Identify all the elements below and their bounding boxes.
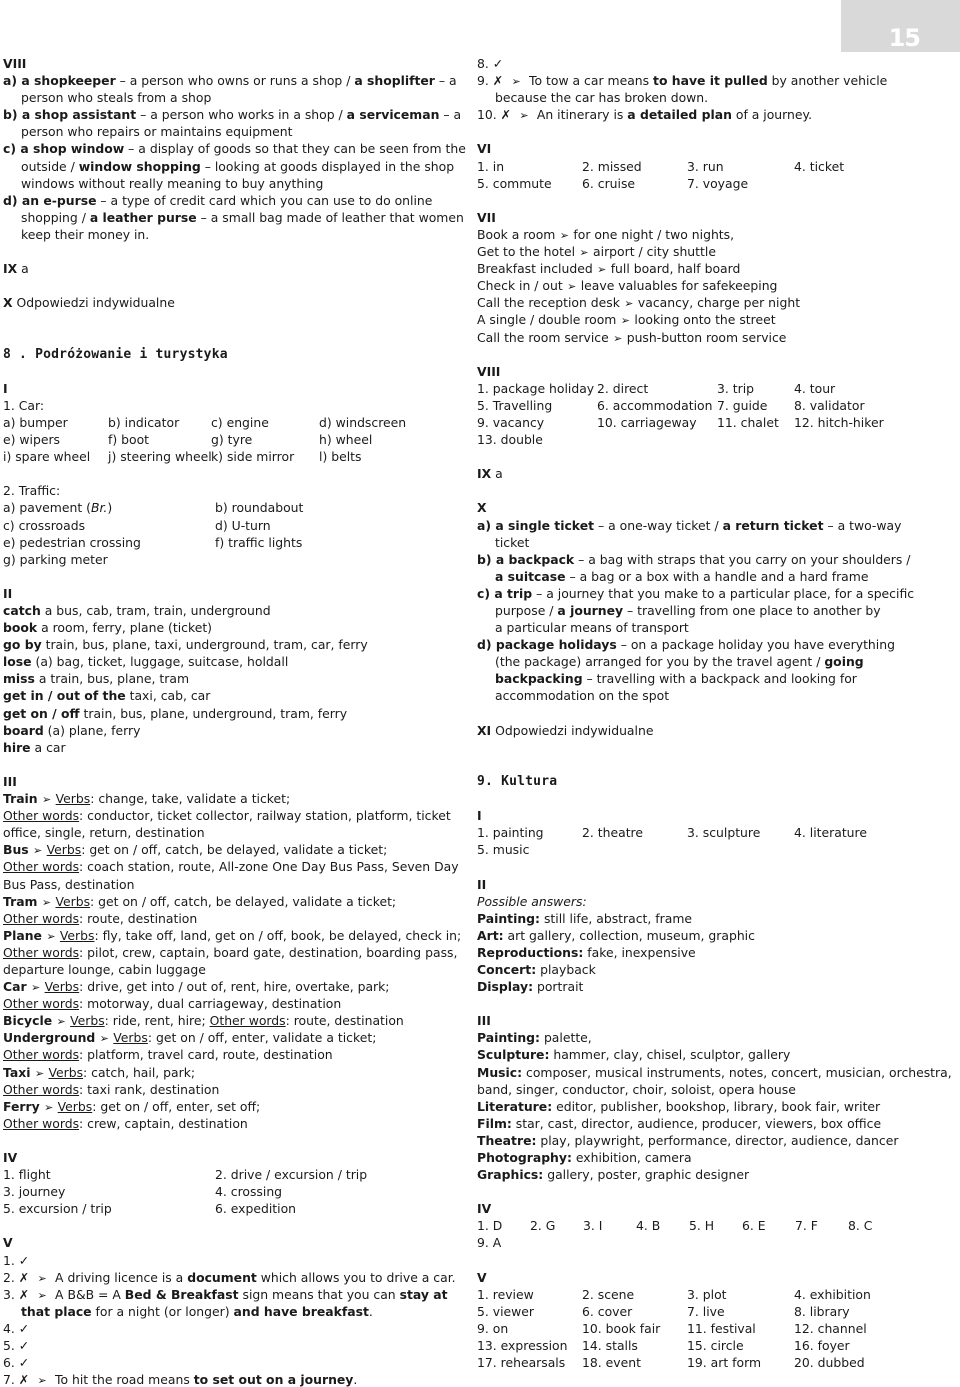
answer-item-cont: because the car has broken down. xyxy=(495,90,709,106)
list-item: e) wipers xyxy=(3,432,61,448)
definition-row: c) a trip – a journey that you make to a particular place, for a specific xyxy=(477,585,915,601)
definition-row: b) a backpack – a bag with straps that you carry on your shoulders / xyxy=(477,551,911,567)
transport-other: Other words: taxi rank, destination xyxy=(3,1081,220,1097)
arrow-icon: ➢ xyxy=(567,280,577,294)
section-heading: III xyxy=(3,773,17,789)
section-heading: IV xyxy=(3,1150,18,1165)
list-item: 1. review xyxy=(477,1286,534,1302)
arrow-icon: ➢ xyxy=(37,1271,47,1285)
list-label: 2. Traffic: xyxy=(3,483,61,499)
traffic-grid xyxy=(3,499,433,567)
definition-row-cont: a suitcase – a bag or a box with a handle and a hard frame xyxy=(495,568,869,584)
arrow-icon: ➢ xyxy=(33,844,43,858)
list-item: 17. rehearsals xyxy=(477,1355,566,1371)
definition-row-cont: a particular means of transport xyxy=(495,620,689,636)
right-column xyxy=(477,55,952,1371)
arrow-icon: ➢ xyxy=(624,297,634,311)
category-row: Painting: palette, xyxy=(477,1030,592,1046)
chapter-title: 8 . Podróżowanie i turystyka xyxy=(3,346,228,362)
list-item: 5. commute xyxy=(477,175,552,191)
section-heading: IX xyxy=(3,261,18,277)
intro-text: Possible answers: xyxy=(477,893,587,909)
match-row: Book a room ➢ for one night / two nights, xyxy=(477,226,917,243)
definition-row-cont: ticket xyxy=(495,534,530,550)
transport-other: Other words: motorway, dual carriageway, destination xyxy=(3,996,342,1012)
list-item: 4. exhibition xyxy=(794,1286,871,1302)
list-item: 19. art form xyxy=(687,1355,762,1371)
list-item: b) indicator xyxy=(108,414,180,430)
term: c) a shop window xyxy=(3,141,125,157)
list-item: l) belts xyxy=(319,449,362,465)
match-row: Check in / out ➢ leave valuables for safekeeping xyxy=(477,277,917,294)
answer-item: 9. ✗ ➢ To tow a car means to have it pulled by another vehicle xyxy=(477,72,917,89)
answer-item: 2. ✗ ➢ A driving licence is a document which allows you to drive a car. xyxy=(3,1269,433,1286)
list-item: 4. ticket xyxy=(794,158,845,174)
arrow-icon: ➢ xyxy=(34,1066,45,1080)
category-row-cont: band, singer, conductor, choir, soloist, opera house xyxy=(477,1081,796,1097)
list-item xyxy=(794,175,904,192)
arrow-icon: ➢ xyxy=(41,895,52,909)
definition: – a xyxy=(434,73,457,89)
definition: – a small bag made of leather that women xyxy=(196,209,464,225)
arrow-icon: ➢ xyxy=(559,228,569,242)
match-row: Breakfast included ➢ full board, half board xyxy=(477,260,917,277)
transport-other: Other words: route, destination xyxy=(3,910,198,926)
section-heading: VI xyxy=(477,141,492,157)
list-item: 2. direct xyxy=(597,380,649,396)
category-row: Literature: editor, publisher, bookshop, library, book fair, writer xyxy=(477,1098,881,1114)
list-item: 13. expression xyxy=(477,1338,568,1354)
arrow-icon: ➢ xyxy=(579,246,589,260)
list-item: 12. channel xyxy=(794,1320,867,1336)
answers-grid xyxy=(477,158,917,192)
list-item: 11. chalet xyxy=(717,414,779,430)
section-heading: VII xyxy=(477,209,496,225)
answer-item: 6. ✓ xyxy=(3,1355,30,1371)
list-item: 11. festival xyxy=(687,1320,756,1336)
section-heading: X xyxy=(3,295,13,311)
answer: Odpowiedzi indywidualne xyxy=(16,295,175,311)
definition: – a xyxy=(439,107,462,123)
answer-item: 5. ✓ xyxy=(3,1338,30,1354)
answer-item: 4. ✓ xyxy=(3,1320,30,1336)
answer-item: 8. ✓ xyxy=(477,56,504,71)
section-heading: I xyxy=(3,380,8,396)
arrow-icon: ➢ xyxy=(613,331,623,345)
category-row: Sculpture: hammer, clay, chisel, sculptor, gallery xyxy=(477,1047,791,1063)
arrow-icon: ➢ xyxy=(99,1032,109,1046)
transport-other-cont: office, single, return, destination xyxy=(3,825,205,841)
list-item: f) traffic lights xyxy=(215,534,303,550)
section-heading: IV xyxy=(477,1201,492,1217)
definition: person who steals from a shop xyxy=(21,90,212,106)
list-item: 8. C xyxy=(848,1218,873,1234)
transport-other-cont: departure lounge, cabin luggage xyxy=(3,961,206,977)
definition-row-cont: backpacking – travelling with a backpack and looking for xyxy=(495,671,857,687)
arrow-icon: ➢ xyxy=(30,981,41,995)
transport-verbs: Bus ➢ Verbs: get on / off, catch, be delayed, validate a ticket; xyxy=(3,841,433,858)
section-heading: II xyxy=(477,876,487,892)
list-item: 5. excursion / trip xyxy=(3,1201,112,1217)
collocation-row: go by train, bus, plane, taxi, underground, tram, car, ferry xyxy=(3,637,368,653)
list-item: j) steering wheel xyxy=(108,449,212,465)
answers-grid xyxy=(477,1286,917,1371)
definition: – a display of goods so that they can be seen from the xyxy=(124,141,466,157)
section-heading: X xyxy=(477,500,487,516)
list-item: 6. accommodation xyxy=(597,397,713,413)
match-row: Call the room service ➢ push-button room service xyxy=(477,329,917,346)
list-item: 1. in xyxy=(477,158,505,174)
definition: – a person who owns or runs a shop / xyxy=(115,73,355,89)
list-item: 8. library xyxy=(794,1303,850,1319)
list-item: e) pedestrian crossing xyxy=(3,534,141,550)
list-item: 7. guide xyxy=(717,397,768,413)
list-item: g) parking meter xyxy=(3,551,108,567)
category-row: Reproductions: fake, inexpensive xyxy=(477,944,696,960)
answers-grid xyxy=(477,1217,917,1251)
list-item: 12. hitch-hiker xyxy=(794,414,884,430)
list-item: 10. book fair xyxy=(582,1320,661,1336)
category-row: Concert: playback xyxy=(477,961,596,977)
category-row: Art: art gallery, collection, museum, graphic xyxy=(477,927,755,943)
list-item: 3. sculpture xyxy=(687,825,761,841)
section-heading: V xyxy=(477,1269,487,1285)
definition: – a type of credit card which you can use to do online xyxy=(96,192,433,208)
term: a leather purse xyxy=(89,209,197,225)
transport-other: Other words: pilot, crew, captain, board gate, destination, boarding pass, xyxy=(3,944,458,960)
transport-other-cont: Bus Pass, destination xyxy=(3,876,135,892)
list-item: 7. live xyxy=(687,1303,725,1319)
definition: person who repairs or maintains equipment xyxy=(21,124,293,140)
collocation-row: lose (a) bag, ticket, luggage, suitcase, holdall xyxy=(3,654,289,670)
list-item: c) engine xyxy=(211,414,269,430)
term: b) a shop assistant xyxy=(3,107,137,123)
answer-item: 1. ✓ xyxy=(3,1252,30,1268)
section-heading: II xyxy=(3,585,13,601)
transport-other: Other words: crew, captain, destination xyxy=(3,1115,248,1131)
list-item: f) boot xyxy=(108,432,150,448)
definition: shopping / xyxy=(21,209,90,225)
list-item: a) bumper xyxy=(3,414,68,430)
list-item: i) spare wheel xyxy=(3,449,91,465)
answer: a xyxy=(495,466,503,482)
list-item: 15. circle xyxy=(687,1338,744,1354)
page-number-tab xyxy=(841,0,960,52)
page-number: 15 xyxy=(888,24,920,52)
section-heading: I xyxy=(477,808,482,824)
list-item: 2. scene xyxy=(582,1286,635,1302)
list-item: h) wheel xyxy=(319,432,373,448)
list-item: 9. on xyxy=(477,1320,509,1336)
category-row: Graphics: gallery, poster, graphic designer xyxy=(477,1167,750,1183)
list-item: d) U-turn xyxy=(215,517,271,533)
transport-other: Other words: platform, travel card, route, destination xyxy=(3,1047,333,1063)
transport-verbs: Bicycle ➢ Verbs: ride, rent, hire; Other words: route, destination xyxy=(3,1012,433,1029)
list-item: 4. literature xyxy=(794,825,867,841)
car-parts-grid xyxy=(3,414,433,465)
category-row: Photography: exhibition, camera xyxy=(477,1150,692,1165)
answer-item: 10. ✗ ➢ An itinerary is a detailed plan of a journey. xyxy=(477,106,917,123)
list-item: 2. G xyxy=(530,1218,556,1234)
list-item: 6. cruise xyxy=(582,175,636,191)
transport-other: Other words: conductor, ticket collector, railway station, platform, ticket xyxy=(3,808,451,824)
term: a shoplifter xyxy=(354,73,435,89)
list-item: a) pavement (Br.) xyxy=(3,500,113,516)
answer: a xyxy=(21,261,29,277)
list-item: 13. double xyxy=(477,432,543,448)
answers-grid xyxy=(477,380,917,448)
transport-verbs: Train ➢ Verbs: change, take, validate a ticket; xyxy=(3,790,433,807)
chapter-title: 9. Kultura xyxy=(477,773,558,789)
answer-item-cont: that place for a night (or longer) and have breakfast. xyxy=(21,1303,373,1319)
list-item: 1. package holiday xyxy=(477,380,595,396)
arrow-icon: ➢ xyxy=(511,75,521,89)
list-item: 4. B xyxy=(636,1218,661,1234)
list-item: 10. carriageway xyxy=(597,414,697,430)
arrow-icon: ➢ xyxy=(597,263,607,277)
match-row: Call the reception desk ➢ vacancy, charge per night xyxy=(477,294,917,311)
list-item: 3. journey xyxy=(3,1184,66,1200)
list-item: 2. missed xyxy=(582,158,642,174)
definition: windows without really meaning to buy anything xyxy=(21,175,324,191)
term: a) a shopkeeper xyxy=(3,73,116,89)
definition: outside / xyxy=(21,158,79,174)
list-item: 3. trip xyxy=(717,380,755,396)
list-item: c) crossroads xyxy=(3,517,86,533)
arrow-icon: ➢ xyxy=(37,1374,47,1387)
list-item: 3. I xyxy=(583,1218,603,1234)
list-item: 1. flight xyxy=(3,1167,51,1183)
collocation-row: get in / out of the taxi, cab, car xyxy=(3,688,211,704)
section-heading: III xyxy=(477,1013,491,1029)
match-row: A single / double room ➢ looking onto the street xyxy=(477,311,917,328)
category-row: Display: portrait xyxy=(477,979,584,995)
list-item: 4. tour xyxy=(794,380,836,396)
arrow-icon: ➢ xyxy=(56,1015,66,1029)
list-item: 20. dubbed xyxy=(794,1355,865,1371)
collocation-row: get on / off train, bus, plane, underground, tram, ferry xyxy=(3,705,348,721)
list-item: 2. drive / excursion / trip xyxy=(215,1167,368,1183)
list-item: d) windscreen xyxy=(319,414,407,430)
term: window shopping xyxy=(78,158,201,174)
transport-verbs: Ferry ➢ Verbs: get on / off, enter, set off; xyxy=(3,1098,433,1115)
list-item: 5. viewer xyxy=(477,1303,535,1319)
definition: keep their money in. xyxy=(21,226,150,242)
list-item: 5. Travelling xyxy=(477,397,553,413)
list-item: k) side mirror xyxy=(211,449,295,465)
list-item: 6. E xyxy=(742,1218,766,1234)
list-item: 7. voyage xyxy=(687,175,749,191)
definition-row-cont: (the package) arranged for you by the travel agent / going xyxy=(495,654,864,670)
transport-verbs: Plane ➢ Verbs: fly, take off, land, get on / off, book, be delayed, check in; xyxy=(3,927,433,944)
transport-verbs: Car ➢ Verbs: drive, get into / out of, rent, hire, overtake, park; xyxy=(3,978,433,995)
arrow-icon: ➢ xyxy=(44,1100,54,1114)
transport-verbs: Underground ➢ Verbs: get on / off, enter, validate a ticket; xyxy=(3,1029,433,1046)
list-item: g) tyre xyxy=(211,432,253,448)
list-item: 2. theatre xyxy=(582,825,643,841)
list-item: 1. painting xyxy=(477,825,544,841)
transport-verbs: Tram ➢ Verbs: get on / off, catch, be delayed, validate a ticket; xyxy=(3,893,433,910)
answer-item: 3. ✗ ➢ A B&B = A Bed & Breakfast sign means that you can stay at xyxy=(3,1286,433,1303)
section-heading: V xyxy=(3,1235,13,1251)
arrow-icon: ➢ xyxy=(519,109,529,123)
list-item: 16. foyer xyxy=(794,1338,850,1354)
term: a serviceman xyxy=(346,107,440,123)
list-item: b) roundabout xyxy=(215,500,304,516)
definition-row-cont: accommodation on the spot xyxy=(495,688,670,704)
section-heading: XI xyxy=(477,722,492,738)
arrow-icon: ➢ xyxy=(37,1288,47,1302)
section-heading: IX xyxy=(477,466,492,482)
category-row: Painting: still life, abstract, frame xyxy=(477,910,693,926)
list-label: 1. Car: xyxy=(3,397,45,413)
list-item: 6. expedition xyxy=(215,1201,297,1217)
list-item: 9. vacancy xyxy=(477,414,545,430)
answer-item: 7. ✗ ➢ To hit the road means to set out on a journey. xyxy=(3,1371,433,1387)
collocation-row: book a room, ferry, plane (ticket) xyxy=(3,620,213,636)
answers-grid xyxy=(477,824,917,858)
transport-verbs: Taxi ➢ Verbs: catch, hail, park; xyxy=(3,1064,433,1081)
collocation-row: board (a) plane, ferry xyxy=(3,722,141,738)
left-column xyxy=(3,55,466,1387)
list-item: 3. plot xyxy=(687,1286,727,1302)
arrow-icon: ➢ xyxy=(42,793,52,807)
list-item: 5. music xyxy=(477,842,530,858)
answers-grid xyxy=(3,1166,433,1217)
list-item: 9. A xyxy=(477,1235,502,1251)
collocation-row: miss a train, bus, plane, tram xyxy=(3,671,190,687)
answer: Odpowiedzi indywidualne xyxy=(495,722,654,738)
list-item: 1. D xyxy=(477,1218,503,1234)
term: d) an e-purse xyxy=(3,192,97,208)
category-row: Film: star, cast, director, audience, producer, viewers, box office xyxy=(477,1115,882,1131)
section-heading: VIII xyxy=(3,56,27,71)
category-row: Theatre: play, playwright, performance, director, audience, dancer xyxy=(477,1132,899,1148)
list-item: 3. run xyxy=(687,158,724,174)
match-row: Get to the hotel ➢ airport / city shuttle xyxy=(477,243,917,260)
transport-other: Other words: coach station, route, All-zone One Day Bus Pass, Seven Day xyxy=(3,859,459,875)
definition: – a person who works in a shop / xyxy=(136,107,347,123)
list-item: 5. H xyxy=(689,1218,715,1234)
list-item: 14. stalls xyxy=(582,1338,638,1354)
collocation-row: hire a car xyxy=(3,739,66,755)
list-item: 4. crossing xyxy=(215,1184,283,1200)
list-item: 8. validator xyxy=(794,397,865,413)
list-item: 6. cover xyxy=(582,1303,633,1319)
definition-row-cont: purpose / a journey – travelling from one place to another by xyxy=(495,603,881,618)
definition: – looking at goods displayed in the shop xyxy=(200,158,455,174)
definition-row: d) package holidays – on a package holiday you have everything xyxy=(477,637,895,653)
definition-row: a) a single ticket – a one-way ticket / a return ticket – a two-way xyxy=(477,517,902,533)
list-item: 7. F xyxy=(795,1218,818,1234)
section-heading: VIII xyxy=(477,363,501,379)
collocation-row: catch a bus, cab, tram, train, underground xyxy=(3,603,271,618)
list-item: 18. event xyxy=(582,1355,641,1371)
arrow-icon: ➢ xyxy=(46,929,56,943)
category-row: Music: composer, musical instruments, notes, concert, musician, orchestra, xyxy=(477,1064,952,1080)
arrow-icon: ➢ xyxy=(620,314,630,328)
